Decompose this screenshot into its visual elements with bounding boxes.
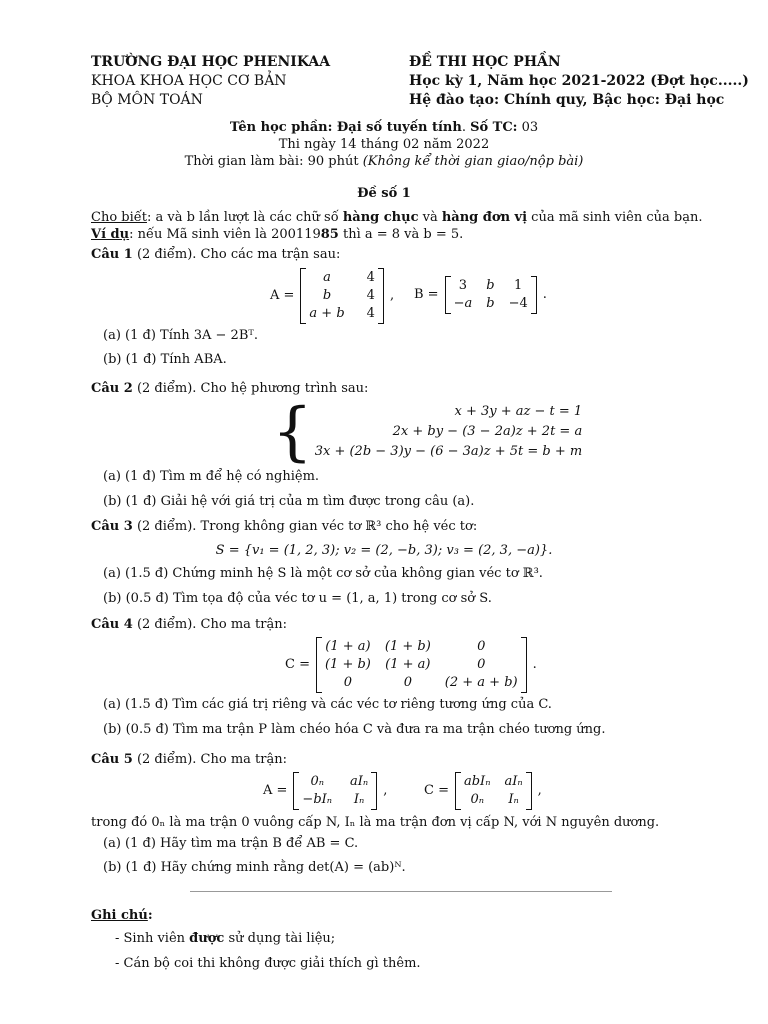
matrix-a <box>300 268 384 324</box>
q1-label: Câu 1 <box>91 247 133 262</box>
q4-matrix-c <box>285 637 537 693</box>
c-cell: 0 <box>343 675 353 690</box>
exam-date: Thi ngày 14 tháng 02 năm 2022 <box>278 137 490 152</box>
a-cell: 4 <box>366 306 375 321</box>
matrix-a5 <box>293 772 377 810</box>
q1-a-label: A = <box>270 287 295 303</box>
q3-part-a: (a) (1.5 đ) Chứng minh hệ S là một cơ sở của không gian véc tơ ℝ³. <box>103 566 543 581</box>
university-name: TRƯỜNG ĐẠI HỌC PHENIKAA <box>91 54 331 70</box>
matrix-b-body <box>451 276 531 314</box>
q5-matrix-a <box>263 772 387 810</box>
c5-cell: 0ₙ <box>470 792 484 807</box>
matrix-a5-body <box>299 772 371 810</box>
example-label: Ví dụ <box>91 227 130 242</box>
q5-part-b: (b) (1 đ) Hãy chứng minh rằng det(A) = (ab)ᴺ. <box>103 860 406 875</box>
course-line: Tên học phần: Đại số tuyến tính. Số TC: 03 <box>229 120 539 135</box>
q3-label: Câu 3 <box>91 519 133 534</box>
q4-c-label: C = <box>285 656 310 672</box>
system-body <box>315 402 582 462</box>
course-name: Tên học phần: Đại số tuyến tính <box>229 120 462 135</box>
q3-heading <box>91 519 477 535</box>
c-cell: 0 <box>477 657 486 672</box>
comma: , <box>537 782 542 798</box>
q2-part-a: (a) (1 đ) Tìm m để hệ có nghiệm. <box>103 469 320 484</box>
period: . <box>542 286 547 302</box>
matrix-c5 <box>455 772 532 810</box>
equation: 3x + (2b − 3)y − (6 − 3a)z + 5t = b + m <box>314 444 583 459</box>
q4-text: (2 điểm). Cho ma trận: <box>136 617 287 632</box>
period: . <box>532 656 537 672</box>
note-post: sử dụng tài liệu; <box>224 931 336 946</box>
given-post: của mã sinh viên của bạn. <box>527 210 703 225</box>
example-pre: : nếu Mã sinh viên là 200119 <box>129 227 321 242</box>
note-bold: được <box>189 931 225 946</box>
q5-note: trong đó 0ₙ là ma trận 0 vuông cấp N, Iₙ là ma trận đơn vị cấp N, với N nguyên dương. <box>91 815 660 830</box>
q1-matrix-a <box>270 268 394 324</box>
example-line <box>91 227 463 243</box>
c-cell: (1 + a) <box>325 639 371 654</box>
c5-cell: aIₙ <box>504 774 523 789</box>
q1-matrix-b <box>414 276 547 314</box>
notes-title-text: Ghi chú <box>91 908 148 923</box>
q1-part-a: (a) (1 đ) Tính 3A − 2Bᵀ. <box>103 328 258 343</box>
matrix-a-body <box>306 268 378 324</box>
q5-matrix-c <box>424 772 542 810</box>
program-line: Hệ đào tạo: Chính quy, Bậc học: Đại học <box>409 92 725 108</box>
comma: , <box>389 287 395 303</box>
matrix-c <box>316 637 527 693</box>
b-cell: 1 <box>514 278 523 293</box>
q3-set: S = {v₁ = (1, 2, 3); v₂ = (2, −b, 3); v₃ = (2, 3, −a)}. <box>215 543 553 558</box>
matrix-c-body <box>322 637 521 693</box>
a5-cell: Iₙ <box>353 792 365 807</box>
b-cell: −a <box>453 296 473 311</box>
tens-digit: hàng chục <box>342 210 419 225</box>
example-bold: 85 <box>320 227 339 242</box>
semester-line: Học kỳ 1, Năm học 2021-2022 (Đợt học.....) <box>409 73 749 89</box>
q5-a-label: A = <box>263 782 288 798</box>
q2-heading <box>91 381 368 397</box>
a5-cell: −bIₙ <box>302 792 333 807</box>
c-cell: (1 + a) <box>385 657 431 672</box>
q5-heading <box>91 752 287 768</box>
given-pre: : a và b lần lượt là các chữ số <box>146 210 343 225</box>
q2-system <box>272 395 583 469</box>
q5-label: Câu 5 <box>91 752 133 767</box>
b-cell: −4 <box>508 296 528 311</box>
credits-label: Số TC: <box>470 120 518 135</box>
q2-part-b: (b) (1 đ) Giải hệ với giá trị của m tìm được trong câu (a). <box>103 494 475 509</box>
q5-text: (2 điểm). Cho ma trận: <box>136 752 287 767</box>
divider <box>190 891 612 892</box>
matrix-c5-body <box>461 772 526 810</box>
units-digit: hàng đơn vị <box>441 210 528 225</box>
c5-cell: Iₙ <box>508 792 519 807</box>
duration-note: (Không kể thời gian giao/nộp bài) <box>362 154 584 169</box>
q1-part-b: (b) (1 đ) Tính ABA. <box>103 352 227 367</box>
a-cell: a <box>323 270 331 285</box>
equation: x + 3y + az − t = 1 <box>454 404 583 419</box>
q2-label: Câu 2 <box>91 381 133 396</box>
faculty-name: KHOA KHOA HỌC CƠ BẢN <box>91 73 287 89</box>
a-cell: 4 <box>366 288 375 303</box>
given-line <box>91 210 702 226</box>
a-cell: 4 <box>366 270 375 285</box>
note-item <box>115 931 335 947</box>
c-cell: 0 <box>403 675 412 690</box>
exam-title: ĐỀ THI HỌC PHẦN <box>409 54 561 70</box>
bracket-right <box>526 772 532 810</box>
bracket-right <box>378 268 384 324</box>
department-name: BỘ MÔN TOÁN <box>91 92 203 108</box>
b-cell: b <box>486 296 495 311</box>
q1-text: (2 điểm). Cho các ma trận sau: <box>136 247 341 262</box>
q5-c-label: C = <box>424 782 449 798</box>
a5-cell: 0ₙ <box>310 774 324 789</box>
q4-heading <box>91 617 287 633</box>
q4-part-a: (a) (1.5 đ) Tìm các giá trị riêng và các véc tơ riêng tương ứng của C. <box>103 697 552 712</box>
given-label: Cho biết <box>91 210 147 225</box>
c5-cell: abIₙ <box>463 774 491 789</box>
c-cell: (1 + b) <box>384 639 431 654</box>
a-cell: b <box>322 288 332 303</box>
bracket-right <box>521 637 527 693</box>
q4-part-b: (b) (0.5 đ) Tìm ma trận P làm chéo hóa C và đưa ra ma trận chéo tương ứng. <box>103 722 606 737</box>
note-pre: - Sinh viên <box>115 931 190 946</box>
a5-cell: aIₙ <box>350 774 369 789</box>
equation: 2x + by − (3 − 2a)z + 2t = a <box>392 424 583 439</box>
duration-line <box>0 154 768 170</box>
q1-b-label: B = <box>414 286 439 302</box>
c-cell: (1 + b) <box>324 657 371 672</box>
note-item: - Cán bộ coi thi không được giải thích gì thêm. <box>115 956 421 971</box>
credits-value: 03 <box>521 120 539 135</box>
q3-part-b: (b) (0.5 đ) Tìm tọa độ của véc tơ u = (1, a, 1) trong cơ sở S. <box>103 591 492 606</box>
q5-part-a: (a) (1 đ) Hãy tìm ma trận B để AB = C. <box>103 836 359 851</box>
duration: Thời gian làm bài: 90 phút <box>184 154 359 169</box>
matrix-b <box>445 276 537 314</box>
q2-text: (2 điểm). Cho hệ phương trình sau: <box>136 381 369 396</box>
bracket-right <box>371 772 377 810</box>
bracket-right <box>531 276 537 314</box>
q1-heading <box>91 247 340 263</box>
given-and: và <box>418 210 442 225</box>
comma: , <box>383 782 388 798</box>
exam-code: Đề số 1 <box>357 186 411 201</box>
c-cell: 0 <box>477 639 486 654</box>
c-cell: (2 + a + b) <box>444 675 518 690</box>
b-cell: b <box>486 278 495 293</box>
b-cell: 3 <box>458 278 468 293</box>
example-post: thì a = 8 và b = 5. <box>338 227 464 242</box>
q3-text: (2 điểm). Trong không gian véc tơ ℝ³ cho hệ véc tơ: <box>136 519 478 534</box>
brace-icon: { <box>272 395 313 469</box>
a-cell: a + b <box>309 306 345 321</box>
notes-title: Ghi chú: <box>91 908 153 923</box>
q4-label: Câu 4 <box>91 617 133 632</box>
